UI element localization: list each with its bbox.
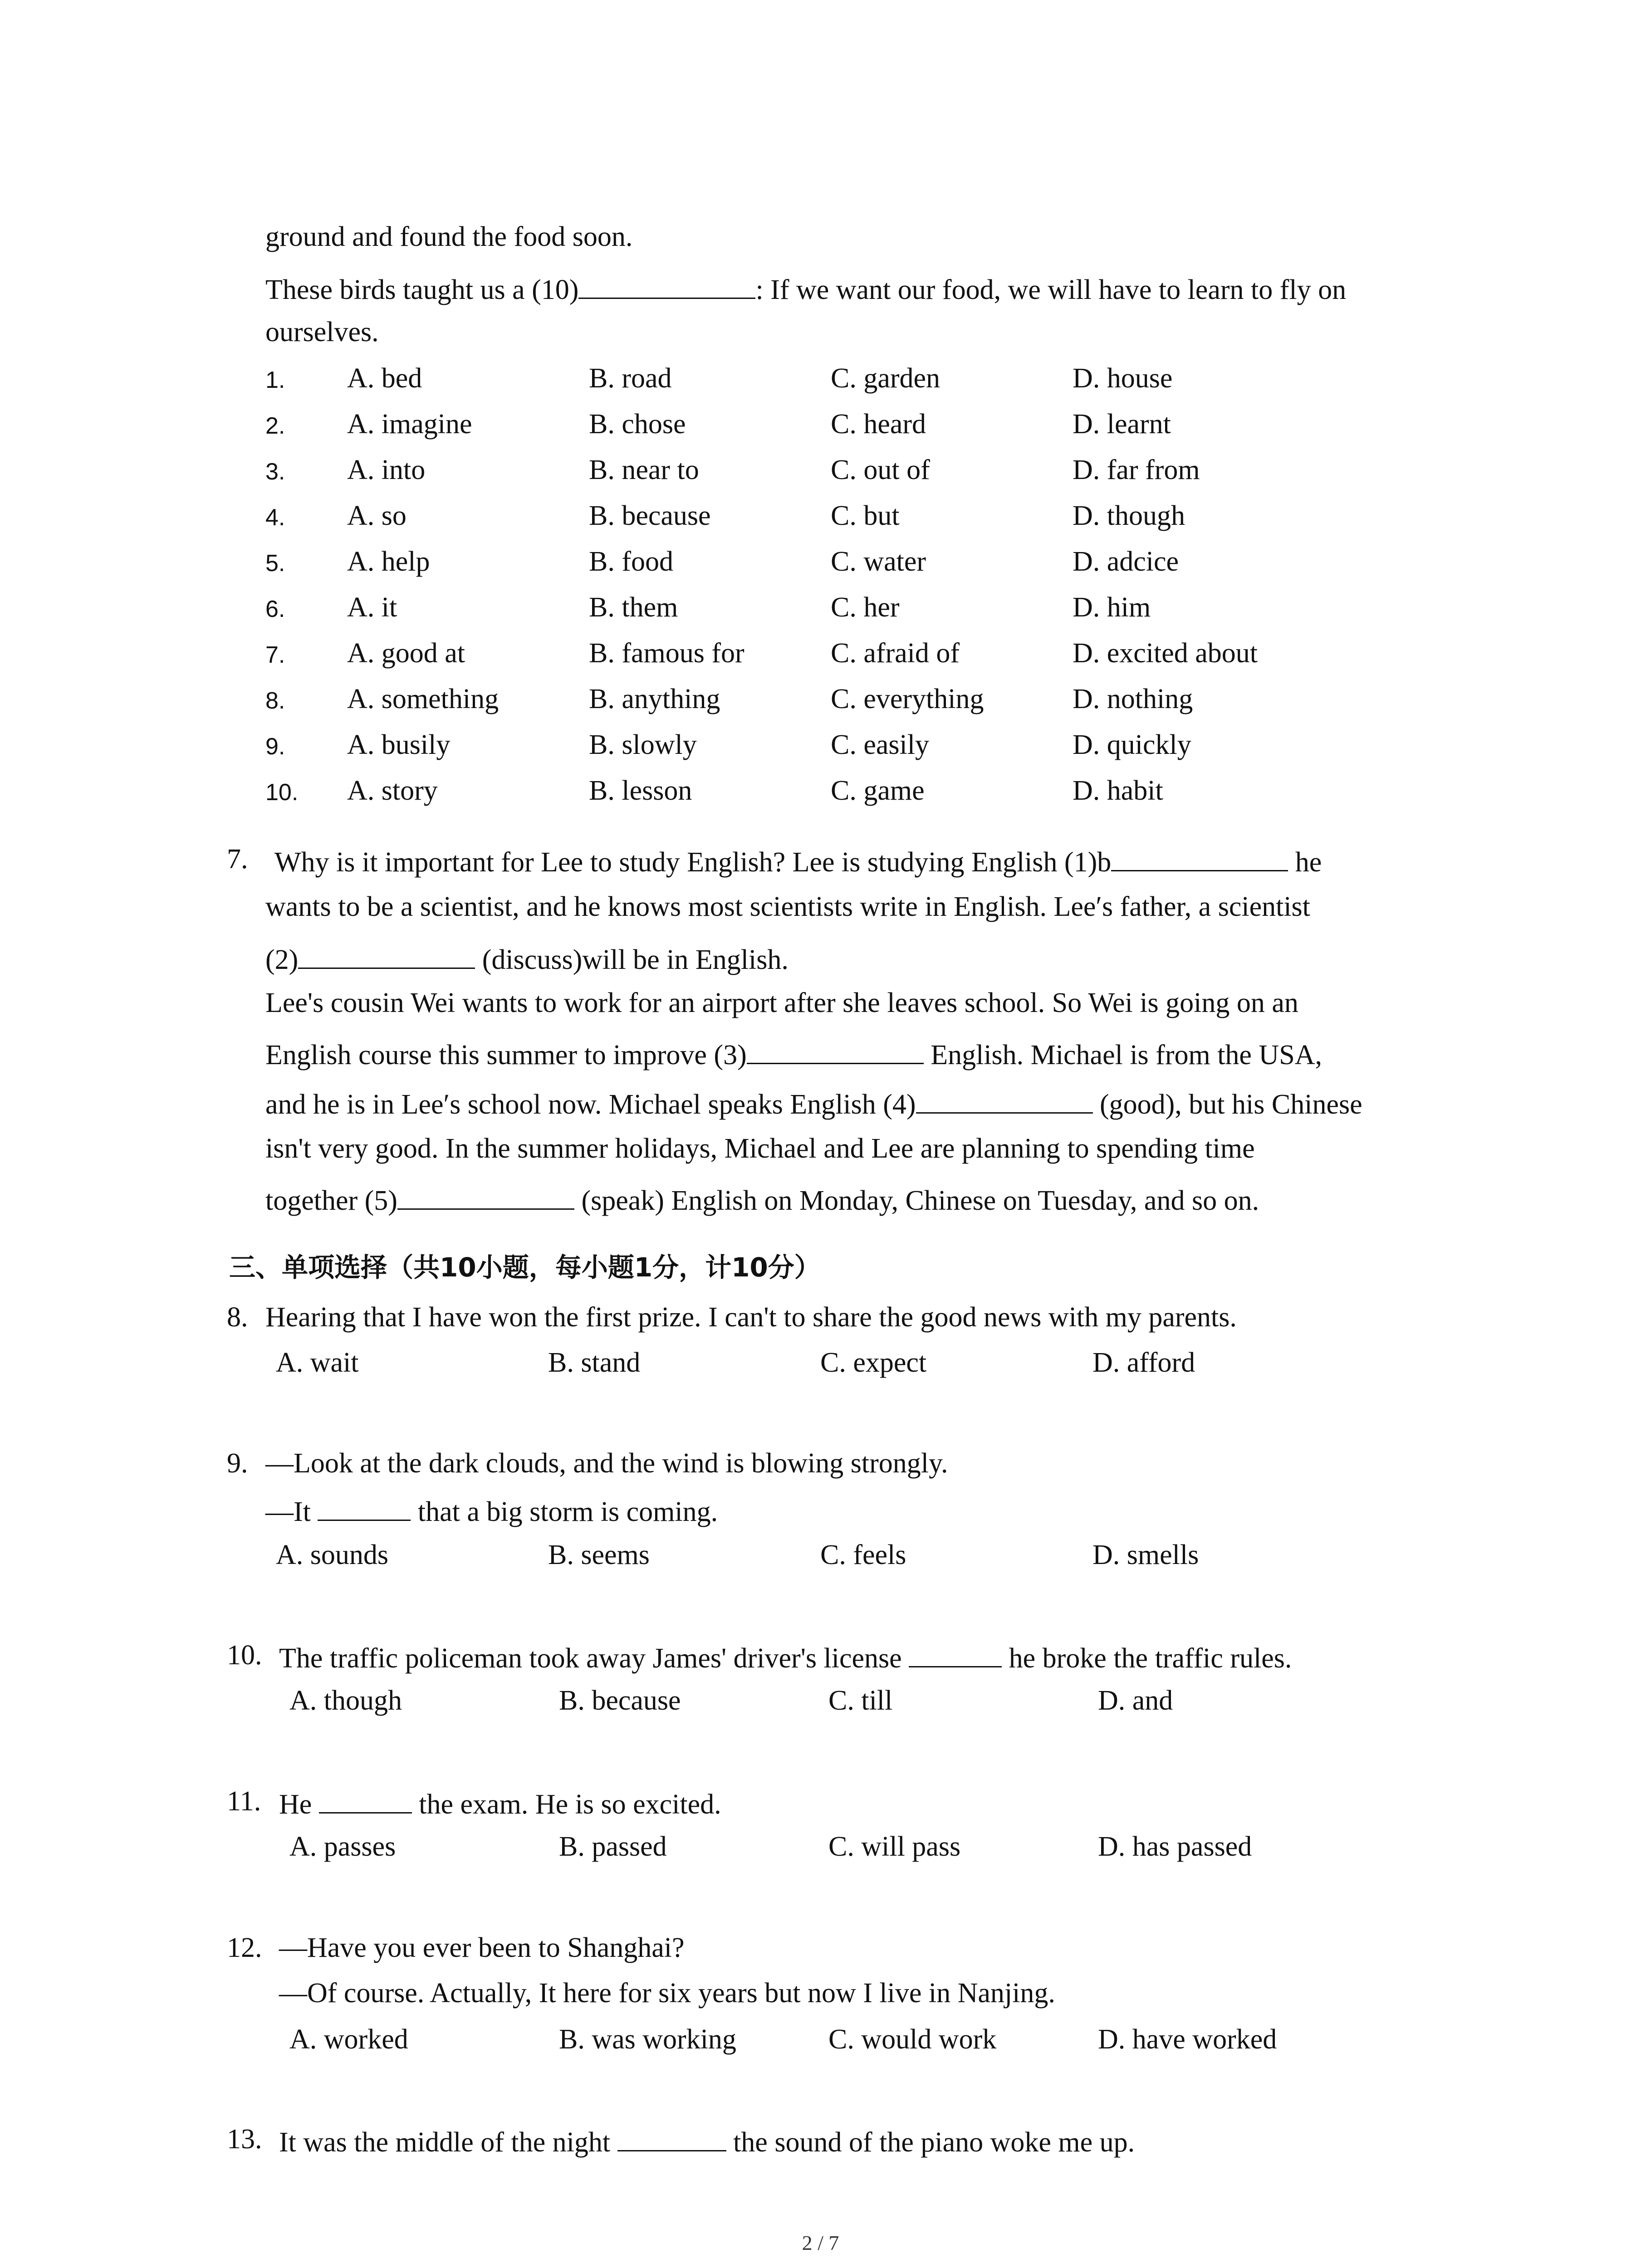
option-c[interactable]: C. her [831, 592, 900, 623]
option-number: 1. [265, 367, 285, 393]
option-c[interactable]: C. but [831, 500, 900, 531]
question-stem: —Look at the dark clouds, and the wind is blowing strongly. [265, 1448, 948, 1479]
option-c[interactable]: C. everything [831, 684, 984, 714]
option-d[interactable]: D. and [1098, 1685, 1173, 1716]
option-d[interactable]: D. house [1073, 363, 1173, 394]
passage-line [265, 1036, 1322, 1071]
passage-text: and he is in Lee′s school now. Michael speaks English (4) [265, 1089, 916, 1120]
option-c[interactable]: C. easily [831, 729, 929, 760]
passage-text: (good), but his Chinese [1092, 1089, 1362, 1120]
option-b[interactable]: B. anything [589, 684, 720, 714]
option-number: 6. [265, 596, 285, 622]
page-number: 2 / 7 [802, 2231, 839, 2254]
stem-text: He [279, 1789, 312, 1820]
option-b[interactable]: B. seems [548, 1540, 650, 1570]
passage-line [274, 843, 1322, 879]
option-b[interactable]: B. slowly [589, 729, 697, 760]
passage-text: English course this summer to improve (3) [265, 1040, 747, 1070]
question-stem: —Have you ever been to Shanghai? [279, 1932, 685, 1963]
question-number: 9. [227, 1448, 248, 1479]
option-a[interactable]: A. good at [347, 638, 465, 669]
option-b[interactable]: B. because [559, 1685, 681, 1716]
question-number: 7. [227, 844, 248, 875]
option-number: 9. [265, 733, 285, 760]
question-number: 11. [227, 1786, 261, 1817]
question-number: 10. [227, 1640, 262, 1671]
option-a[interactable]: A. help [347, 546, 430, 577]
passage-text: : If we want our food, we will have to learn to fly on [755, 274, 1347, 305]
option-b[interactable]: B. passed [559, 1831, 667, 1862]
answer-blank[interactable] [747, 1036, 924, 1064]
option-c[interactable]: C. will pass [828, 1831, 961, 1862]
stem-text: —It [265, 1496, 311, 1527]
option-number: 10. [265, 779, 299, 806]
section-heading: 三、单项选择（共10小题，每小题1分，计10分） [229, 1252, 821, 1283]
passage-line: Lee's cousin Wei wants to work for an airport after she leaves school. So Wei is going on an [265, 987, 1298, 1018]
option-d[interactable]: D. has passed [1098, 1831, 1252, 1862]
option-d[interactable]: D. quickly [1073, 729, 1191, 760]
option-a[interactable]: A. imagine [347, 409, 472, 440]
answer-blank[interactable] [909, 1639, 1002, 1667]
option-c[interactable]: C. game [831, 775, 925, 806]
option-d[interactable]: D. smells [1092, 1540, 1199, 1570]
option-a[interactable]: A. though [289, 1685, 402, 1716]
stem-text: that a big storm is coming. [411, 1496, 718, 1527]
option-d[interactable]: D. him [1073, 592, 1151, 623]
passage-text: (discuss)will be in English. [475, 944, 789, 975]
option-d[interactable]: D. learnt [1073, 409, 1171, 440]
option-a[interactable]: A. story [347, 775, 438, 806]
option-number: 7. [265, 642, 285, 668]
passage-text: English. Michael is from the USA, [923, 1040, 1322, 1070]
option-number: 3. [265, 459, 285, 485]
option-a[interactable]: A. busily [347, 729, 451, 760]
passage-text: Why is it important for Lee to study English? Lee is studying English (1)b [274, 847, 1112, 878]
option-b[interactable]: B. them [589, 592, 678, 623]
answer-blank[interactable] [617, 2123, 726, 2151]
option-d[interactable]: D. far from [1073, 455, 1200, 485]
passage-line: wants to be a scientist, and he knows most scientists write in English. Lee′s father, a scientist [265, 891, 1310, 922]
option-c[interactable]: C. heard [831, 409, 926, 440]
option-c[interactable]: C. garden [831, 363, 941, 394]
question-number: 12. [227, 1932, 262, 1963]
question-stem [279, 2123, 1135, 2159]
option-d[interactable]: D. have worked [1098, 2024, 1277, 2055]
option-a[interactable]: A. so [347, 500, 407, 531]
answer-blank[interactable] [578, 270, 755, 299]
option-a[interactable]: A. bed [347, 363, 422, 394]
question-stem [279, 1639, 1292, 1675]
option-c[interactable]: C. afraid of [831, 638, 960, 669]
option-d[interactable]: D. excited about [1073, 638, 1258, 669]
answer-blank[interactable] [318, 1492, 411, 1521]
passage-text: (speak) English on Monday, Chinese on Tuesday, and so on. [574, 1185, 1259, 1216]
option-a[interactable]: A. passes [289, 1831, 396, 1862]
option-d[interactable]: D. afford [1092, 1347, 1195, 1378]
option-c[interactable]: C. out of [831, 455, 930, 485]
answer-blank[interactable] [916, 1085, 1093, 1114]
question-stem [279, 1785, 721, 1821]
question-stem [265, 1492, 718, 1528]
answer-blank[interactable] [397, 1181, 574, 1210]
stem-text: It was the middle of the night [279, 2127, 611, 2158]
passage-line [265, 940, 789, 976]
option-b[interactable]: B. lesson [589, 775, 692, 806]
option-number: 5. [265, 550, 285, 577]
passage-line [265, 270, 1346, 306]
option-d[interactable]: D. nothing [1073, 684, 1193, 714]
passage-text: These birds taught us a (10) [265, 274, 579, 305]
option-b[interactable]: B. chose [589, 409, 686, 440]
option-number: 4. [265, 504, 285, 531]
option-b[interactable]: B. because [589, 500, 711, 531]
question-number: 8. [227, 1302, 248, 1333]
stem-text: The traffic policeman took away James' driver's license [279, 1643, 902, 1674]
option-c[interactable]: C. till [828, 1685, 893, 1716]
answer-blank[interactable] [1111, 843, 1288, 871]
option-d[interactable]: D. habit [1073, 775, 1163, 806]
option-number: 8. [265, 688, 285, 714]
question-number: 13. [227, 2124, 262, 2155]
stem-text: he broke the traffic rules. [1002, 1643, 1292, 1674]
question-stem: —Of course. Actually, It here for six years but now I live in Nanjing. [279, 1978, 1055, 2009]
option-b[interactable]: B. road [589, 363, 672, 394]
option-a[interactable]: A. it [347, 592, 397, 623]
option-b[interactable]: B. stand [548, 1347, 641, 1378]
option-c[interactable]: C. water [831, 546, 926, 577]
option-b[interactable]: B. near to [589, 455, 699, 485]
option-b[interactable]: B. famous for [589, 638, 745, 669]
passage-line [265, 1181, 1259, 1217]
option-a[interactable]: A. something [347, 684, 499, 714]
option-c[interactable]: C. expect [820, 1347, 927, 1378]
answer-blank[interactable] [298, 940, 475, 969]
option-b[interactable]: B. was working [559, 2024, 736, 2055]
question-stem: Hearing that I have won the first prize. I can't to share the good news with my parents. [265, 1302, 1237, 1333]
passage-line: ourselves. [265, 317, 379, 347]
option-a[interactable]: A. into [347, 455, 426, 485]
option-a[interactable]: A. sounds [276, 1540, 389, 1570]
passage-line: ground and found the food soon. [265, 221, 633, 252]
option-d[interactable]: D. adcice [1073, 546, 1179, 577]
passage-text: he [1288, 847, 1322, 878]
option-a[interactable]: A. wait [276, 1347, 359, 1378]
passage-text: (2) [265, 944, 299, 975]
option-c[interactable]: C. feels [820, 1540, 906, 1570]
passage-line [265, 1085, 1362, 1121]
answer-blank[interactable] [319, 1785, 412, 1813]
option-a[interactable]: A. worked [289, 2024, 408, 2055]
option-d[interactable]: D. though [1073, 500, 1185, 531]
passage-text: together (5) [265, 1185, 397, 1216]
stem-text: the exam. He is so excited. [411, 1789, 721, 1820]
option-c[interactable]: C. would work [828, 2024, 997, 2055]
stem-text: the sound of the piano woke me up. [726, 2127, 1135, 2158]
option-number: 2. [265, 413, 285, 439]
passage-line: isn't very good. In the summer holidays, Michael and Lee are planning to spending time [265, 1133, 1255, 1164]
option-b[interactable]: B. food [589, 546, 673, 577]
